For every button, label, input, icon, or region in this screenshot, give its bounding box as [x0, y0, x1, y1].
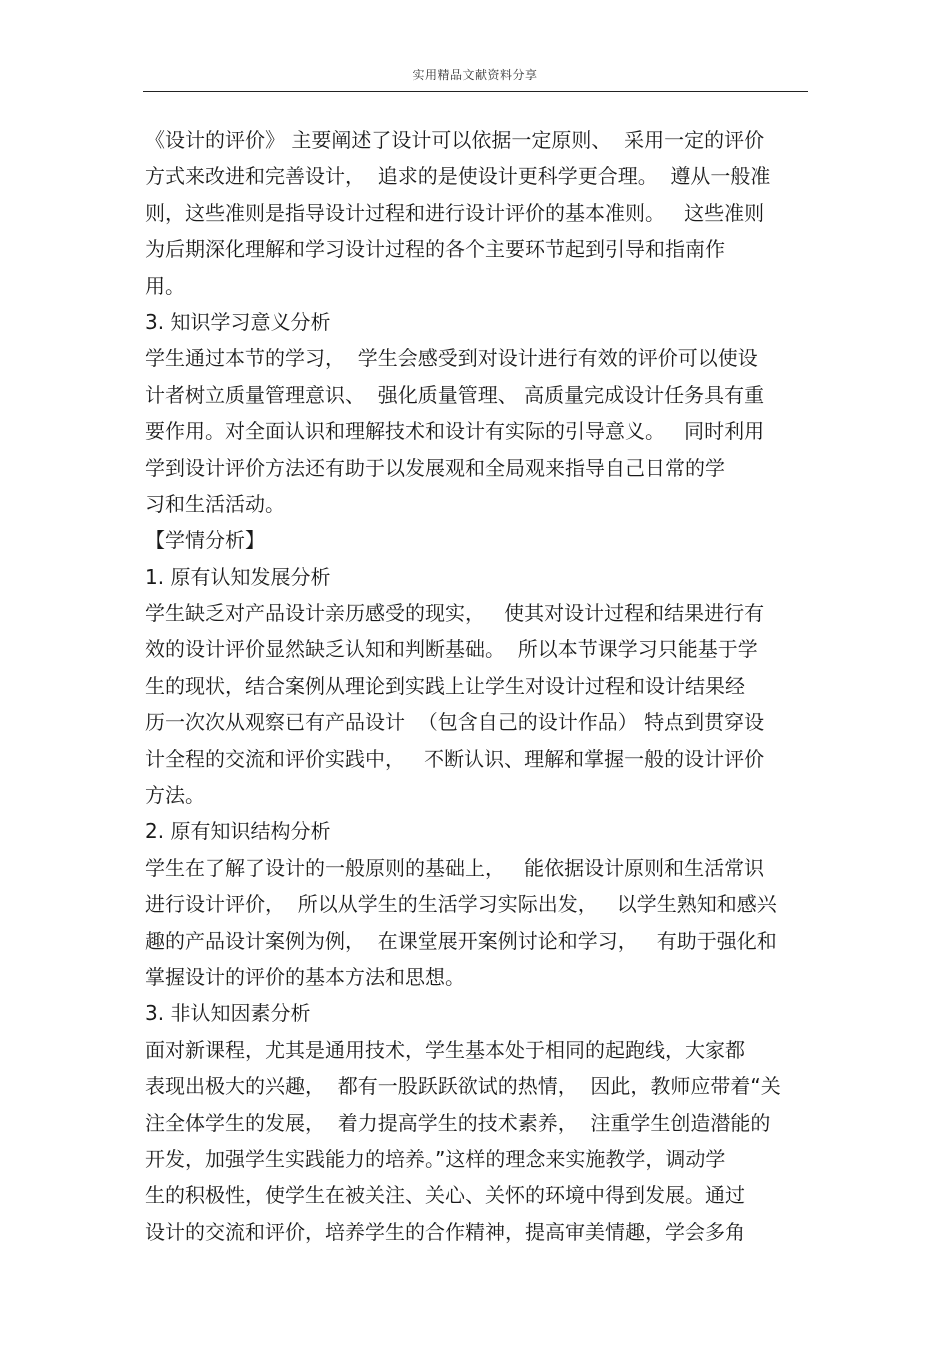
text-line: 《设计的评价》 主要阐述了设计可以依据一定原则、 采用一定的评价: [145, 128, 765, 152]
text-line: 效的设计评价显然缺乏认知和判断基础。 所以本节课学习只能基于学: [145, 637, 758, 662]
text-line: 要作用。对全面认识和理解技术和设计有实际的引导意义。 同时利用: [145, 419, 765, 444]
section-heading: 2. 原有知识结构分析: [145, 819, 331, 844]
text-line: 计全程的交流和评价实践中， 不断认识、理解和掌握一般的设计评价: [145, 746, 765, 771]
text-line: 表现出极大的兴趣， 都有一股跃跃欲试的热情， 因此，教师应带着“关: [145, 1074, 781, 1099]
text-line: 进行设计评价， 所以从学生的生活学习实际出发， 以学生熟知和感兴: [145, 892, 777, 917]
page-header: 实用精品文献资料分享: [412, 68, 538, 82]
text-line: 历一次次从观察已有产品设计 （包含自己的设计作品） 特点到贯穿设: [145, 710, 765, 735]
text-line: 面对新课程，尤其是通用技术，学生基本处于相同的起跑线，大家都: [145, 1037, 745, 1062]
text-line: 学生通过本节的学习， 学生会感受到对设计进行有效的评价可以使设: [145, 346, 758, 371]
section-heading: 3. 非认知因素分析: [145, 1001, 311, 1026]
text-line: 掌握设计的评价的基本方法和思想。: [145, 964, 465, 989]
text-line: 生的现状，结合案例从理论到实践上让学生对设计过程和设计结果经: [145, 673, 745, 698]
text-line: 习和生活活动。: [145, 491, 285, 516]
text-line: 则，这些准则是指导设计过程和进行设计评价的基本准则。 这些准则: [145, 200, 765, 225]
text-line: 学生在了解了设计的一般原则的基础上， 能依据设计原则和生活常识: [145, 855, 765, 880]
text-line: 方法。: [145, 783, 205, 808]
text-line: 用。: [145, 273, 185, 298]
text-line: 学到设计评价方法还有助于以发展观和全局观来指导自己日常的学: [145, 455, 725, 480]
text-line: 方式来改进和完善设计， 追求的是使设计更科学更合理。 遵从一般准: [145, 164, 771, 189]
text-line: 生的积极性，使学生在被关注、关心、关怀的环境中得到发展。通过: [145, 1183, 745, 1208]
text-line: 为后期深化理解和学习设计过程的各个主要环节起到引导和指南作: [145, 237, 725, 262]
header-divider: [143, 91, 808, 92]
text-line: 趣的产品设计案例为例， 在课堂展开案例讨论和学习， 有助于强化和: [145, 928, 777, 953]
text-line: 计者树立质量管理意识、 强化质量管理、 高质量完成设计任务具有重: [145, 382, 765, 407]
section-heading: 【学情分析】: [145, 528, 265, 553]
document-body: [145, 122, 815, 1250]
text-line: 开发，加强学生实践能力的培养。”这样的理念来实施教学，调动学: [145, 1146, 726, 1171]
section-heading: 1. 原有认知发展分析: [145, 564, 331, 589]
text-line: 学生缺乏对产品设计亲历感受的现实， 使其对设计过程和结果进行有: [145, 601, 765, 626]
text-line: 注全体学生的发展， 着力提高学生的技术素养， 注重学生创造潜能的: [145, 1110, 771, 1135]
text-line: 设计的交流和评价，培养学生的合作精神，提高审美情趣，学会多角: [145, 1219, 745, 1244]
section-heading: 3. 知识学习意义分析: [145, 309, 331, 334]
